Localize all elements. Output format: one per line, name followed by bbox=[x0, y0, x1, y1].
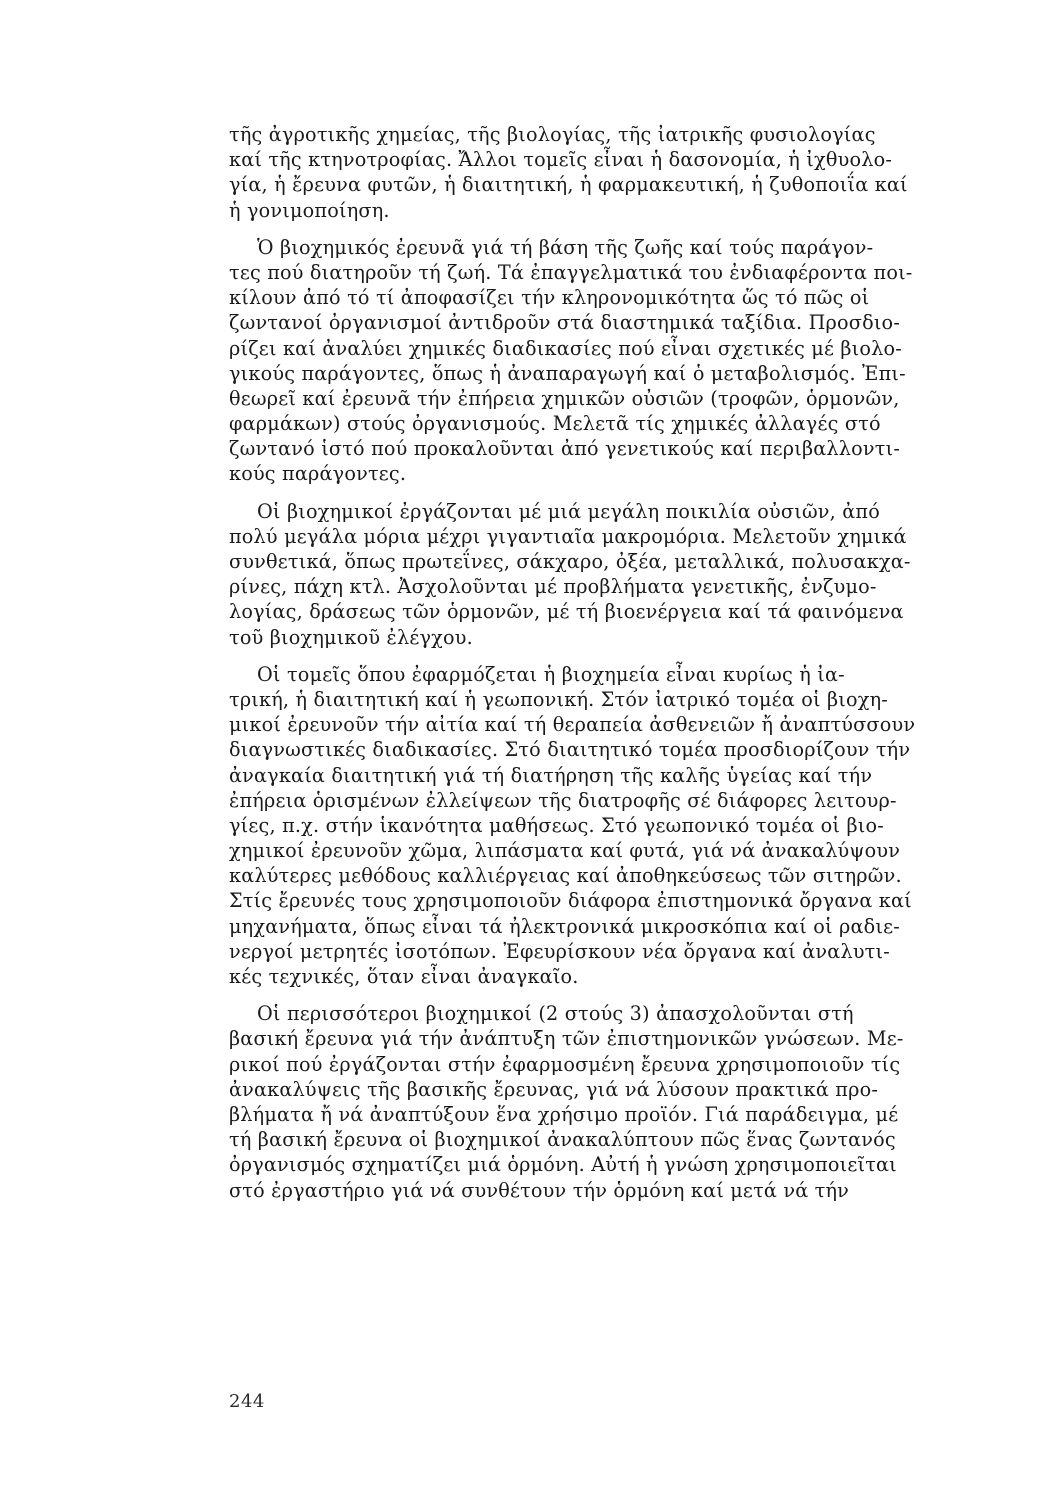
text-line: τες πού διατηροῦν τή ζωή. Τά ἐπαγγελματικά του ἐνδιαφέροντα ποι- bbox=[229, 260, 913, 284]
text-line: γία, ἡ ἔρευνα φυτῶν, ἡ διαιτητική, ἡ φαρμακευτική, ἡ ζυθοποιΐα καί bbox=[229, 173, 908, 197]
text-line: καλύτερες μεθόδους καλλιέργειας καί ἀποθηκεύσεως τῶν σιτηρῶν. bbox=[229, 864, 902, 888]
text-line: Οἱ βιοχημικοί ἐργάζονται μέ μιά μεγάλη ποικιλία οὐσιῶν, ἀπό bbox=[257, 499, 880, 523]
text-line: γίες, π.χ. στήν ἱκανότητα μαθήσεως. Στό γεωπονικό τομέα οἱ βιο- bbox=[229, 813, 884, 837]
page-number: 244 bbox=[229, 1391, 265, 1412]
text-line: συνθετικά, ὅπως πρωτεΐνες, σάκχαρο, ὀξέα, μεταλλικά, πολυσακχα- bbox=[229, 550, 911, 573]
text-line: θεωρεῖ καί ἐρευνᾶ τήν ἐπήρεια χημικῶν οὐσιῶν (τροφῶν, ὁρμονῶν, bbox=[229, 386, 900, 410]
text-line: μικοί ἐρευνοῦν τήν αἰτία καί τή θεραπεία ἀσθενειῶν ἤ ἀναπτύσσουν bbox=[229, 713, 916, 737]
text-line: κούς παράγοντες. bbox=[229, 462, 407, 486]
text-line: ρικοί πού ἐργάζονται στήν ἐφαρμοσμένη ἔρευνα χρησιμοποιοῦν τίς bbox=[229, 1052, 901, 1076]
paragraph-4 bbox=[229, 662, 916, 989]
text-line: Στίς ἔρευνές τους χρησιμοποιοῦν διάφορα ἐπιστημονικά ὄργανα καί bbox=[229, 889, 912, 913]
text-line: μηχανήματα, ὅπως εἶναι τά ἠλεκτρονικά μικροσκόπια καί οἱ ραδιε- bbox=[229, 914, 900, 938]
text-line: χημικοί ἐρευνοῦν χῶμα, λιπάσματα καί φυτά, γιά νά ἀνακαλύψουν bbox=[229, 839, 901, 863]
text-line: ὀργανισμός σχηματίζει μιά ὁρμόνη. Αὐτή ἡ γνώση χρησιμοποιεῖται bbox=[229, 1153, 897, 1177]
text-line: στό ἐργαστήριο γιά νά συνθέτουν τήν ὁρμόνη καί μετά νά τήν bbox=[229, 1178, 850, 1202]
text-line: ἡ γονιμοποίηση. bbox=[229, 198, 390, 222]
text-line: κίλουν ἀπό τό τί ἀποφασίζει τήν κληρονομικότητα ὥς τό πῶς οἱ bbox=[229, 286, 870, 310]
paragraph-5 bbox=[229, 1001, 904, 1203]
text-line: τοῦ βιοχημικοῦ ἐλέγχου. bbox=[229, 625, 473, 649]
text-line: ἀνακαλύψεις τῆς βασικῆς ἔρευνας, γιά νά λύσουν πρακτικά προ- bbox=[229, 1077, 879, 1101]
text-line: βλήματα ἤ νά ἀναπτύξουν ἕνα χρήσιμο προϊόν. Γιά παράδειγμα, μέ bbox=[229, 1102, 899, 1126]
text-line: Οἱ περισσότεροι βιοχημικοί (2 στούς 3) ἀπασχολοῦνται στή bbox=[257, 1002, 854, 1026]
paragraph-3 bbox=[229, 499, 911, 650]
text-line: Οἱ τομεῖς ὅπου ἐφαρμόζεται ἡ βιοχημεία εἶναι κυρίως ἡ ἰα- bbox=[257, 662, 845, 686]
text-line: νεργοί μετρητές ἰσοτόπων. Ἐφευρίσκουν νέα ὄργανα καί ἀναλυτι- bbox=[229, 939, 890, 963]
text-line: ζωντανό ἱστό πού προκαλοῦνται ἀπό γενετικούς καί περιβαλλοντι- bbox=[229, 437, 900, 461]
text-line: τρική, ἡ διαιτητική καί ἡ γεωπονική. Στόν ἰατρικό τομέα οἱ βιοχη- bbox=[229, 687, 888, 711]
text-line: φαρμάκων) στούς ὀργανισμούς. Μελετᾶ τίς χημικές ἀλλαγές στό bbox=[229, 412, 881, 436]
text-line: διαγνωστικές διαδικασίες. Στό διαιτητικό τομέα προσδιορίζουν τήν bbox=[229, 738, 911, 762]
paragraph-2 bbox=[229, 235, 913, 487]
text-line: ρίνες, πάχη κτλ. Ἀσχολοῦνται μέ προβλήματα γενετικῆς, ἐνζυμο- bbox=[229, 575, 877, 599]
text-line: κές τεχνικές, ὅταν εἶναι ἀναγκαῖο. bbox=[229, 965, 579, 988]
text-line: πολύ μεγάλα μόρια μέχρι γιγαντιαῖα μακρομόρια. Μελετοῦν χημικά bbox=[229, 524, 907, 548]
text-line: τή βασική ἔρευνα οἱ βιοχημικοί ἀνακαλύπτουν πῶς ἕνας ζωντανός bbox=[229, 1128, 896, 1152]
text-line: καί τῆς κτηνοτροφίας. Ἄλλοι τομεῖς εἶναι ἡ δασονομία, ἡ ἰχθυολο- bbox=[229, 148, 893, 172]
text-line: τῆς ἀγροτικῆς χημείας, τῆς βιολογίας, τῆς ἰατρικῆς φυσιολογίας bbox=[229, 123, 876, 146]
page-body bbox=[229, 122, 916, 1203]
text-line: ἐπήρεια ὁρισμένων ἐλλείψεων τῆς διατροφῆς σέ διάφορες λειτουρ- bbox=[229, 788, 897, 812]
text-line: Ὁ βιοχημικός ἐρευνᾶ γιά τή βάση τῆς ζωῆς καί τούς παράγον- bbox=[257, 235, 874, 259]
text-line: ἀναγκαία διαιτητική γιά τή διατήρηση τῆς καλῆς ὑγείας καί τήν bbox=[229, 763, 873, 787]
paragraph-1 bbox=[229, 122, 908, 223]
text-line: ζωντανοί ὀργανισμοί ἀντιδροῦν στά διαστημικά ταξίδια. Προσδιο- bbox=[229, 311, 900, 335]
text-line: λογίας, δράσεως τῶν ὁρμονῶν, μέ τή βιοενέργεια καί τά φαινόμενα bbox=[229, 600, 904, 624]
text-line: γικούς παράγοντες, ὅπως ἡ ἀναπαραγωγή καί ὁ μεταβολισμός. Ἐπι- bbox=[229, 361, 906, 385]
text-line: βασική ἔρευνα γιά τήν ἀνάπτυξη τῶν ἐπιστημονικῶν γνώσεων. Με- bbox=[229, 1027, 904, 1051]
text-line: ρίζει καί ἀναλύει χημικές διαδικασίες πού εἶναι σχετικές μέ βιολο- bbox=[229, 336, 902, 360]
